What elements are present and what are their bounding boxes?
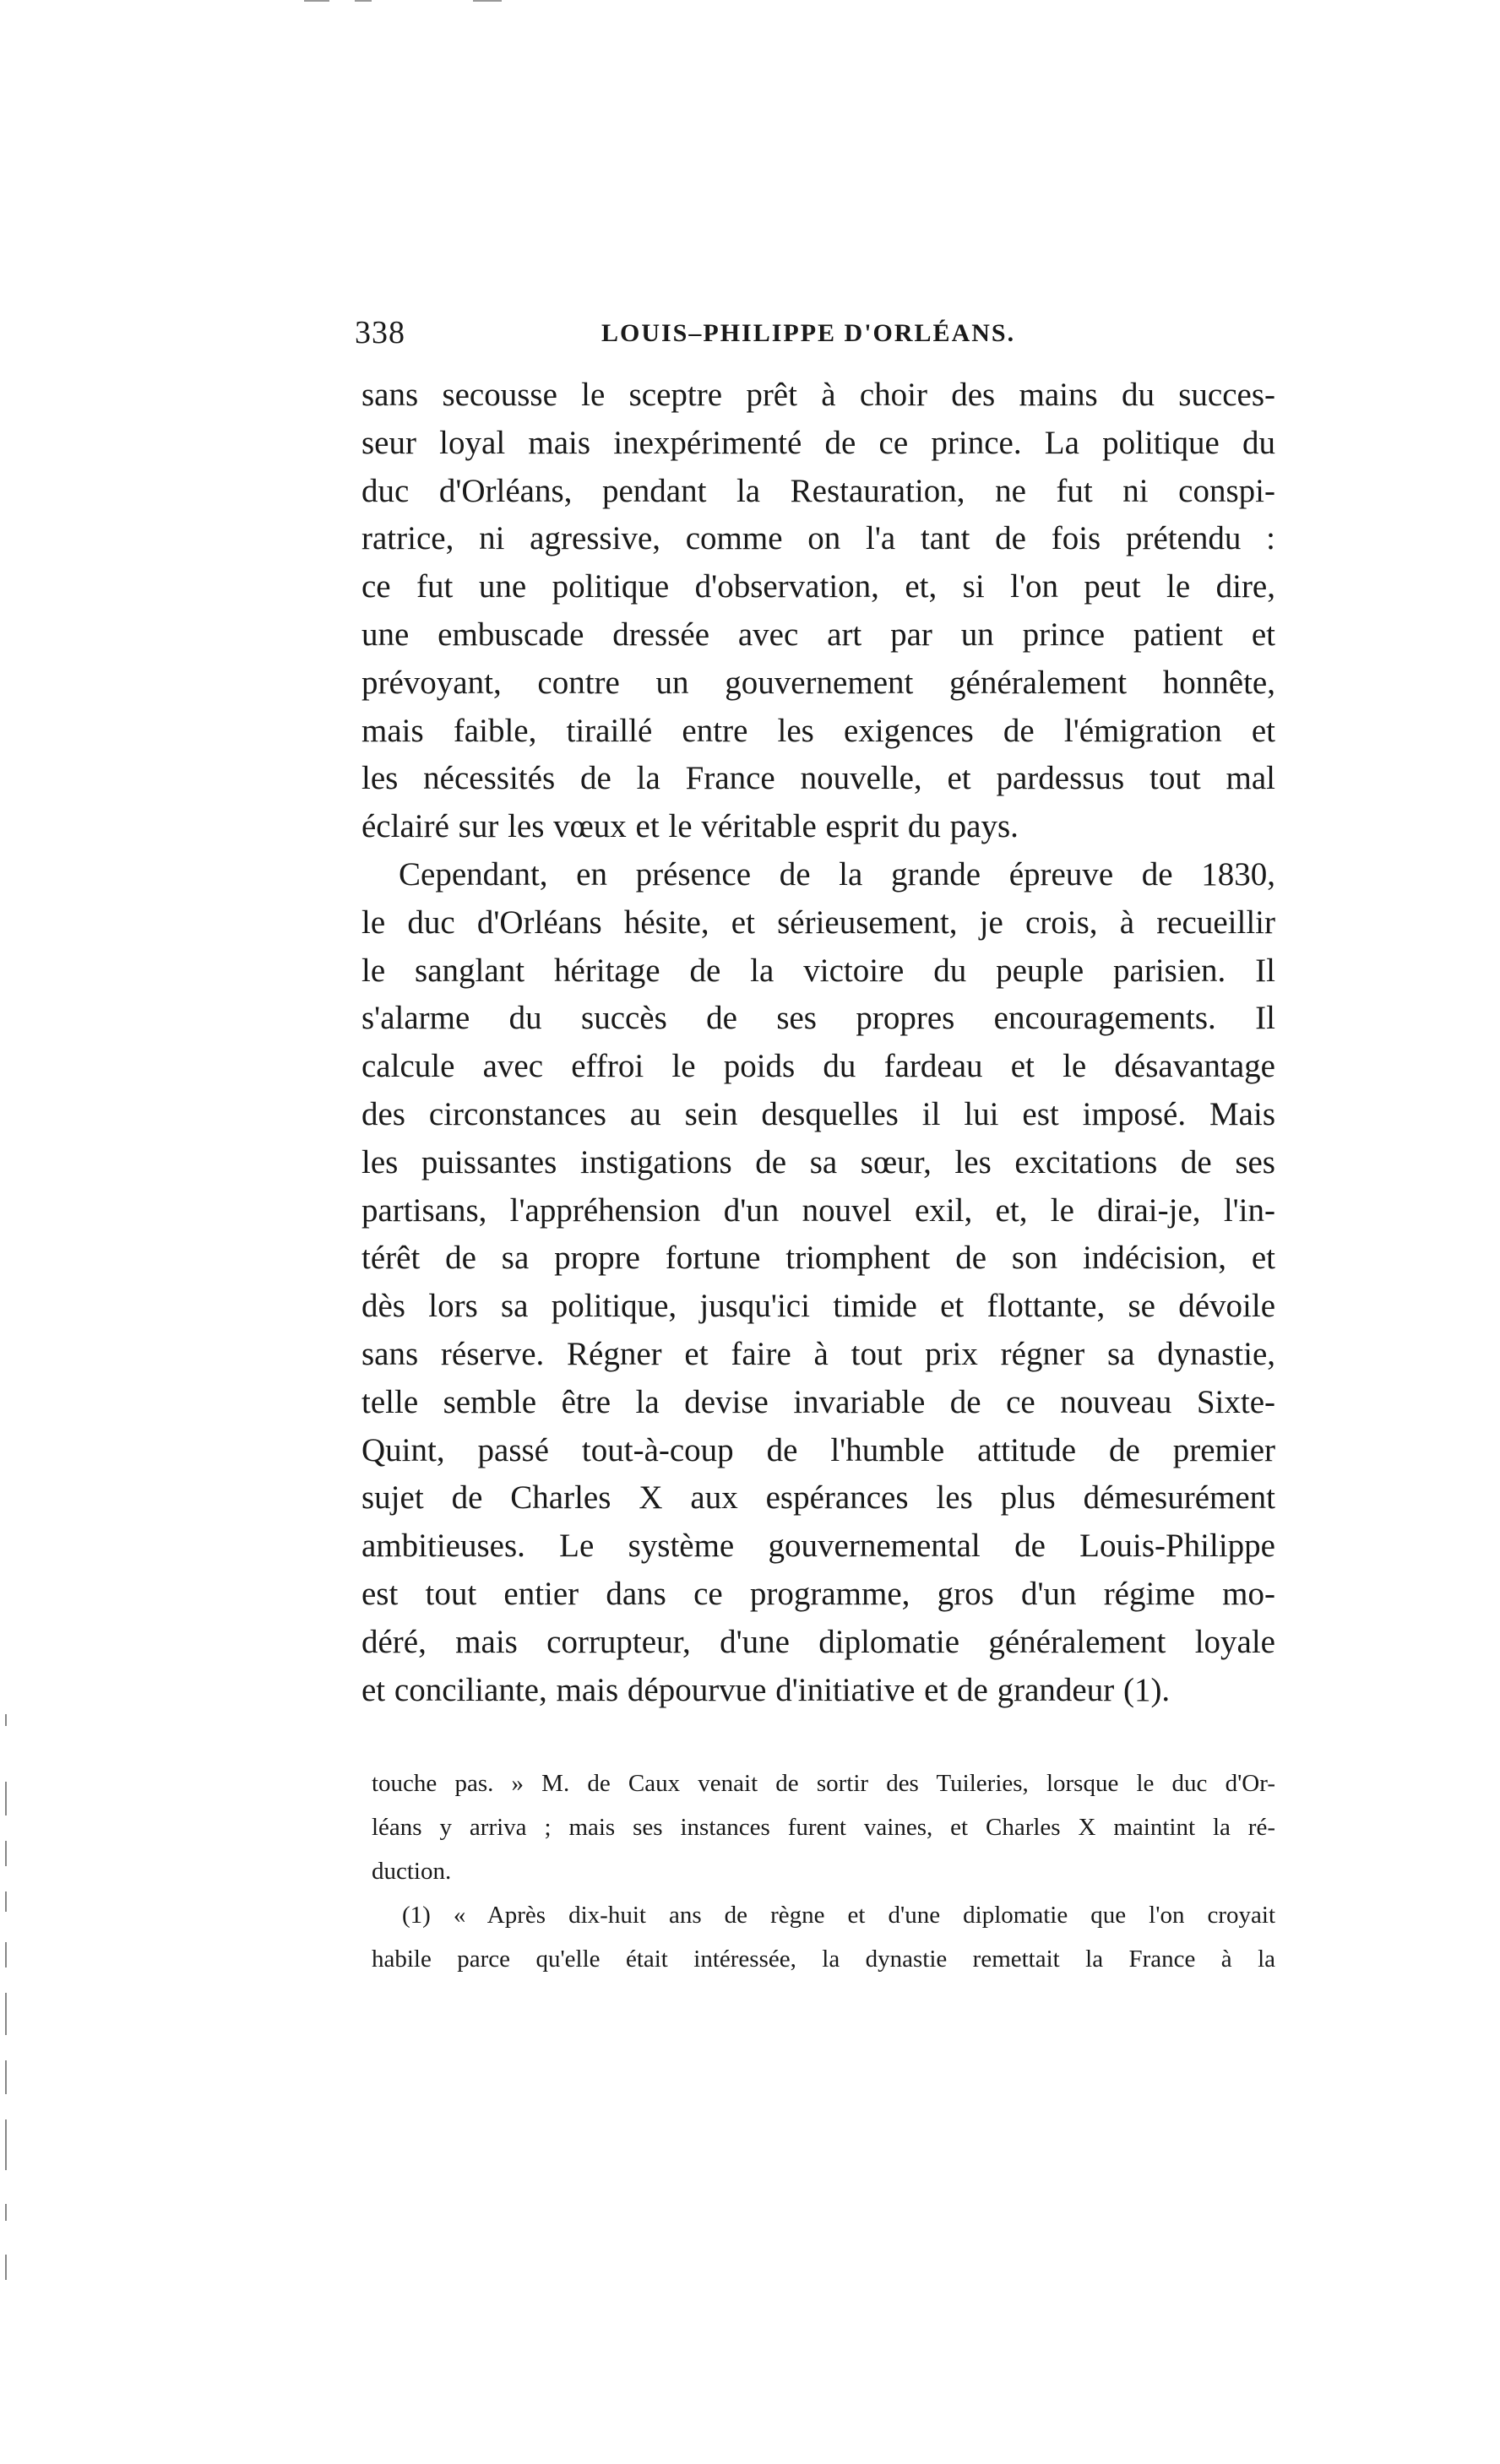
text-line: et conciliante, mais dépourvue d'initiative et de grandeur (1). (361, 1671, 1171, 1708)
scan-artifact (304, 0, 507, 3)
text-line: déré, mais corrupteur, d'une diplomatie généralement loyale (361, 1623, 1275, 1660)
page-header (355, 314, 1275, 365)
text-line: Quint, passé tout-à-coup de l'humble attitude de premier (361, 1431, 1275, 1468)
text-line: ambitieuses. Le système gouvernemental de Louis-Philippe (361, 1528, 1275, 1565)
footnotes (372, 1761, 1275, 1981)
text-line: le duc d'Orléans hésite, et sérieusement, je crois, à recueillir (361, 904, 1275, 941)
footnote-line: léans y arriva ; mais ses instances furent vaines, et Charles X maintint la ré- (372, 1814, 1275, 1841)
text-line: partisans, l'appréhension d'un nouvel exil, et, le dirai-je, l'in- (361, 1191, 1275, 1229)
footnote-line: habile parce qu'elle était intéressée, la dynastie remettait la France à la (372, 1946, 1275, 1973)
text-line: une embuscade dressée avec art par un prince patient et (361, 616, 1275, 653)
text-line: les puissantes instigations de sa sœur, les excitations de ses (361, 1143, 1275, 1180)
text-line: ratrice, ni agressive, comme on l'a tant de fois prétendu : (361, 520, 1275, 557)
text-line: duc d'Orléans, pendant la Restauration, ne fut ni conspi- (361, 472, 1275, 509)
text-line: le sanglant héritage de la victoire du peuple parisien. Il (361, 952, 1275, 989)
text-line: Cependant, en présence de la grande épreuve de 1830, (399, 855, 1275, 893)
page-number: 338 (355, 315, 405, 350)
text-line: sujet de Charles X aux espérances les plus démesurément (361, 1479, 1275, 1517)
text-line: sans réserve. Régner et faire à tout prix régner sa dynastie, (361, 1335, 1275, 1372)
text-line: térêt de sa propre fortune triomphent de son indécision, et (361, 1240, 1275, 1277)
text-line: éclairé sur les vœux et le véritable esprit du pays. (361, 808, 1019, 845)
footnote-line: duction. (372, 1858, 452, 1885)
text-line: sans secousse le sceptre prêt à choir des mains du succes- (361, 377, 1275, 413)
scan-artifact (5, 1714, 8, 2305)
text-line: mais faible, tiraillé entre les exigences de l'émigration et (361, 712, 1275, 749)
text-line: seur loyal mais inexpérimenté de ce prince. La politique du (361, 424, 1275, 461)
running-head: LOUIS–PHILIPPE D'ORLÉANS. (601, 319, 1016, 347)
body-text (361, 372, 1275, 1714)
text-line: prévoyant, contre un gouvernement généralement honnête, (361, 664, 1275, 701)
text-line: dès lors sa politique, jusqu'ici timide et flottante, se dévoile (361, 1288, 1275, 1325)
text-line: telle semble être la devise invariable de ce nouveau Sixte- (361, 1383, 1275, 1420)
text-line: est tout entier dans ce programme, gros d'un régime mo- (361, 1575, 1275, 1612)
footnote-line: (1) « Après dix-huit ans de règne et d'une diplomatie que l'on croyait (402, 1902, 1275, 1929)
text-line: calcule avec effroi le poids du fardeau et le désavantage (361, 1048, 1275, 1085)
text-line: ce fut une politique d'observation, et, si l'on peut le dire, (361, 568, 1275, 605)
text-line: des circonstances au sein desquelles il lui est imposé. Mais (361, 1095, 1275, 1132)
text-line: les nécessités de la France nouvelle, et pardessus tout mal (361, 760, 1275, 797)
footnote-line: touche pas. » M. de Caux venait de sortir des Tuileries, lorsque le duc d'Or- (372, 1770, 1275, 1797)
text-line: s'alarme du succès de ses propres encouragements. Il (361, 1000, 1275, 1037)
